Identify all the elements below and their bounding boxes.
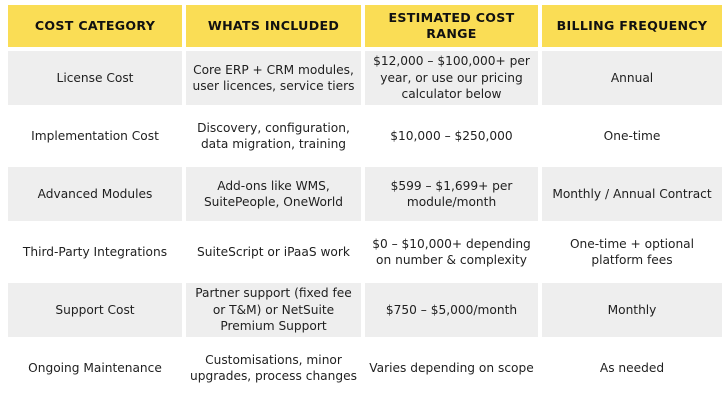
table-row [8, 225, 726, 279]
cost-category-cell: Implementation Cost [8, 109, 182, 163]
whats-included-cell: Add-ons like WMS, SuitePeople, OneWorld [186, 167, 361, 221]
header-cost-category: COST CATEGORY [8, 5, 182, 47]
header-whats-included: WHATS INCLUDED [186, 5, 361, 47]
cost-category-cell: License Cost [8, 51, 182, 105]
whats-included-cell: Discovery, configuration, data migration, training [186, 109, 361, 163]
whats-included-cell: SuiteScript or iPaaS work [186, 225, 361, 279]
billing-frequency-cell: Annual [542, 51, 722, 105]
estimated-cost-cell: $0 – $10,000+ depending on number & complexity [365, 225, 538, 279]
whats-included-cell: Core ERP + CRM modules, user licences, service tiers [186, 51, 361, 105]
whats-included-cell: Customisations, minor upgrades, process changes [186, 341, 361, 395]
header-estimated-cost-range: ESTIMATED COST RANGE [365, 5, 538, 47]
cost-category-cell: Third-Party Integrations [8, 225, 182, 279]
table-row [8, 167, 726, 221]
estimated-cost-cell: $750 – $5,000/month [365, 283, 538, 337]
estimated-cost-cell: $599 – $1,699+ per module/month [365, 167, 538, 221]
cost-category-cell: Ongoing Maintenance [8, 341, 182, 395]
table-row [8, 283, 726, 337]
billing-frequency-cell: Monthly / Annual Contract [542, 167, 722, 221]
cost-table [8, 5, 726, 399]
table-row [8, 109, 726, 163]
estimated-cost-cell: Varies depending on scope [365, 341, 538, 395]
table-header-row [8, 5, 726, 47]
billing-frequency-cell: Monthly [542, 283, 722, 337]
cost-category-cell: Support Cost [8, 283, 182, 337]
cost-category-cell: Advanced Modules [8, 167, 182, 221]
billing-frequency-cell: As needed [542, 341, 722, 395]
header-billing-frequency: BILLING FREQUENCY [542, 5, 722, 47]
billing-frequency-cell: One-time [542, 109, 722, 163]
estimated-cost-cell: $12,000 – $100,000+ per year, or use our pricing calculator below [365, 51, 538, 105]
billing-frequency-cell: One-time + optional platform fees [542, 225, 722, 279]
whats-included-cell: Partner support (fixed fee or T&M) or NetSuite Premium Support [186, 283, 361, 337]
table-row [8, 341, 726, 395]
estimated-cost-cell: $10,000 – $250,000 [365, 109, 538, 163]
table-row [8, 51, 726, 105]
